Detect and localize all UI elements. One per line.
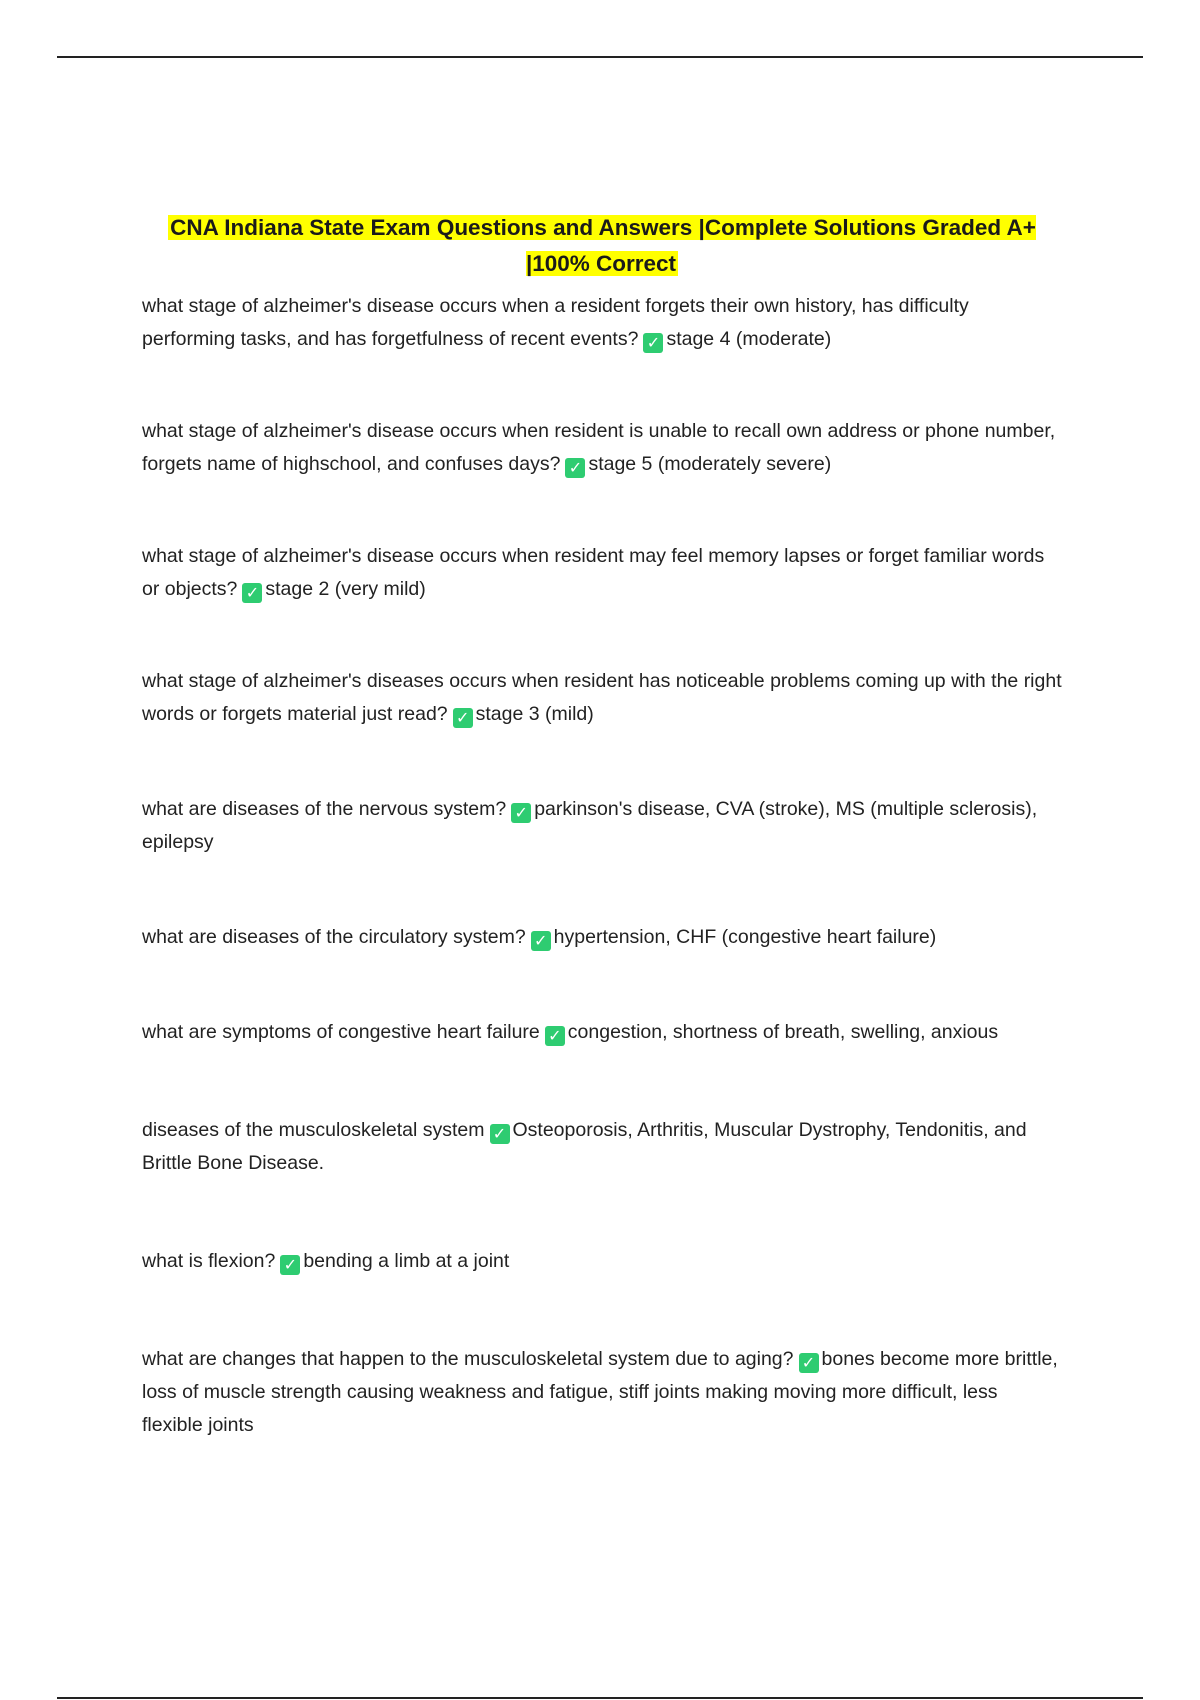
answer-text: bones become more brittle, loss of muscle strength causing weakness and fatigue, stiff joints making moving more difficult, less flexible joints — [142, 1348, 1058, 1436]
question-text: what stage of alzheimer's disease occurs when resident is unable to recall own address or phone number, forgets name of highschool, and confuses days? — [142, 420, 1056, 475]
answer-text: stage 4 (moderate) — [666, 328, 832, 350]
check-mark-icon: ✓ — [799, 1353, 819, 1373]
document-title — [142, 210, 1062, 282]
qa-item — [142, 1343, 1062, 1442]
qa-item — [142, 665, 1062, 731]
check-mark-icon: ✓ — [531, 931, 551, 951]
qa-item — [142, 540, 1062, 606]
qa-item — [142, 1016, 1062, 1049]
answer-text: stage 3 (mild) — [475, 703, 594, 725]
answer-text: stage 2 (very mild) — [265, 578, 426, 600]
check-mark-icon: ✓ — [511, 803, 531, 823]
check-mark-icon: ✓ — [453, 708, 473, 728]
check-mark-icon: ✓ — [280, 1255, 300, 1275]
answer-text: Osteoporosis, Arthritis, Muscular Dystrophy, Tendonitis, and Brittle Bone Disease. — [142, 1119, 1027, 1174]
qa-item — [142, 793, 1062, 859]
answer-text: parkinson's disease, CVA (stroke), MS (multiple sclerosis), epilepsy — [142, 798, 1038, 853]
qa-item — [142, 1245, 1062, 1278]
question-text: what are diseases of the circulatory system? — [142, 926, 526, 948]
check-mark-icon: ✓ — [490, 1124, 510, 1144]
question-text: what are diseases of the nervous system? — [142, 798, 507, 820]
question-text: what stage of alzheimer's disease occurs when a resident forgets their own history, has difficulty performing tasks, and has forgetfulness of recent events? — [142, 295, 969, 350]
qa-item — [142, 1114, 1062, 1180]
check-mark-icon: ✓ — [242, 583, 262, 603]
check-mark-icon: ✓ — [643, 333, 663, 353]
qa-item — [142, 290, 1062, 356]
qa-item — [142, 921, 1062, 954]
question-text: what stage of alzheimer's disease occurs when resident may feel memory lapses or forget familiar words or objects? — [142, 545, 1045, 600]
bottom-rule — [57, 1697, 1143, 1699]
question-text: what stage of alzheimer's diseases occurs when resident has noticeable problems coming up with the right words or forgets material just read? — [142, 670, 1062, 725]
question-text: what are changes that happen to the musculoskeletal system due to aging? — [142, 1348, 794, 1370]
check-mark-icon: ✓ — [545, 1026, 565, 1046]
question-text: what are symptoms of congestive heart failure — [142, 1021, 540, 1043]
title-highlight: CNA Indiana State Exam Questions and Answers |Complete Solutions Graded A+ |100% Correct — [170, 215, 1036, 276]
qa-item — [142, 415, 1062, 481]
answer-text: hypertension, CHF (congestive heart failure) — [553, 926, 937, 948]
qa-list — [142, 290, 1062, 1442]
answer-text: stage 5 (moderately severe) — [588, 453, 832, 475]
answer-text: congestion, shortness of breath, swelling, anxious — [567, 1021, 999, 1043]
answer-text: bending a limb at a joint — [303, 1250, 510, 1272]
document-body — [142, 210, 1062, 1442]
top-rule — [57, 56, 1143, 58]
question-text: what is flexion? — [142, 1250, 276, 1272]
question-text: diseases of the musculoskeletal system — [142, 1119, 485, 1141]
check-mark-icon: ✓ — [565, 458, 585, 478]
